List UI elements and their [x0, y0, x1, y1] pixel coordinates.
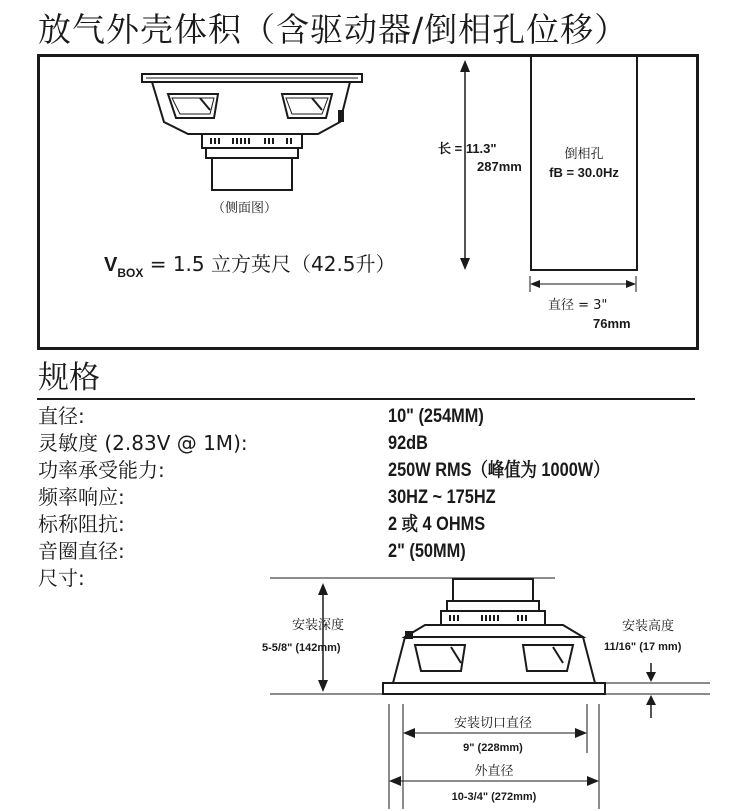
length-mm: 287mm [477, 159, 522, 174]
port-diameter-label: 直径 = 3" [548, 298, 608, 313]
spec-label-voice-coil: 音圈直径: [38, 539, 125, 563]
outer-diameter-label: 外直径 [474, 764, 514, 779]
specs-labels [38, 403, 248, 592]
vbox-formula [104, 251, 396, 280]
spec-value-voice-coil: 2" (50MM) [388, 541, 466, 562]
port-tube [530, 56, 638, 271]
side-view-caption: （侧面图） [212, 201, 278, 216]
specs-title: 规格 [38, 360, 100, 396]
port-frequency: fB = 30.0Hz [549, 165, 619, 180]
vbox-subscript: BOX [117, 266, 144, 280]
page-title: 放气外壳体积（含驱动器/倒相孔位移） [38, 10, 629, 49]
spec-value-diameter: 10" (254MM) [388, 406, 484, 427]
spec-value-sensitivity: 92dB [388, 433, 428, 454]
cutout-label: 安装切口直径 [453, 716, 532, 731]
spec-value-frequency: 30HZ ~ 175HZ [388, 487, 496, 508]
spec-label-frequency: 频率响应: [38, 485, 125, 509]
spec-label-power: 功率承受能力: [38, 458, 165, 482]
spec-value-impedance: 2 或 4 OHMS [388, 514, 486, 535]
vbox-value: = 1.5 立方英尺（42.5升） [149, 252, 396, 276]
length-label: 长 = 11.3" [438, 141, 497, 156]
specs-values [388, 403, 646, 565]
port-diameter-mm: 76mm [593, 316, 631, 331]
mount-height-label: 安装高度 [622, 619, 675, 634]
mount-height-value: 11/16" (17 mm) [604, 641, 682, 653]
spec-label-sensitivity: 灵敏度 (2.83V @ 1M): [38, 431, 248, 455]
outer-diameter-value: 10-3/4" (272mm) [451, 791, 537, 803]
cutout-value: 9" (228mm) [463, 742, 523, 754]
spec-label-impedance: 标称阻抗: [38, 512, 125, 536]
port-title: 倒相孔 [564, 147, 604, 162]
length-arrow-icon [455, 58, 475, 272]
spec-label-dimensions: 尺寸: [38, 566, 85, 590]
vbox-symbol: V [104, 254, 118, 276]
speaker-side-view-icon [140, 70, 365, 195]
spec-label-diameter: 直径: [38, 404, 85, 428]
specs-divider [37, 398, 695, 400]
port-diameter-arrow-icon [528, 276, 638, 292]
spec-value-power: 250W RMS（峰值为 1000W） [388, 460, 610, 481]
mount-depth-value: 5-5/8" (142mm) [262, 642, 341, 654]
mount-depth-label: 安装深度 [292, 618, 345, 633]
